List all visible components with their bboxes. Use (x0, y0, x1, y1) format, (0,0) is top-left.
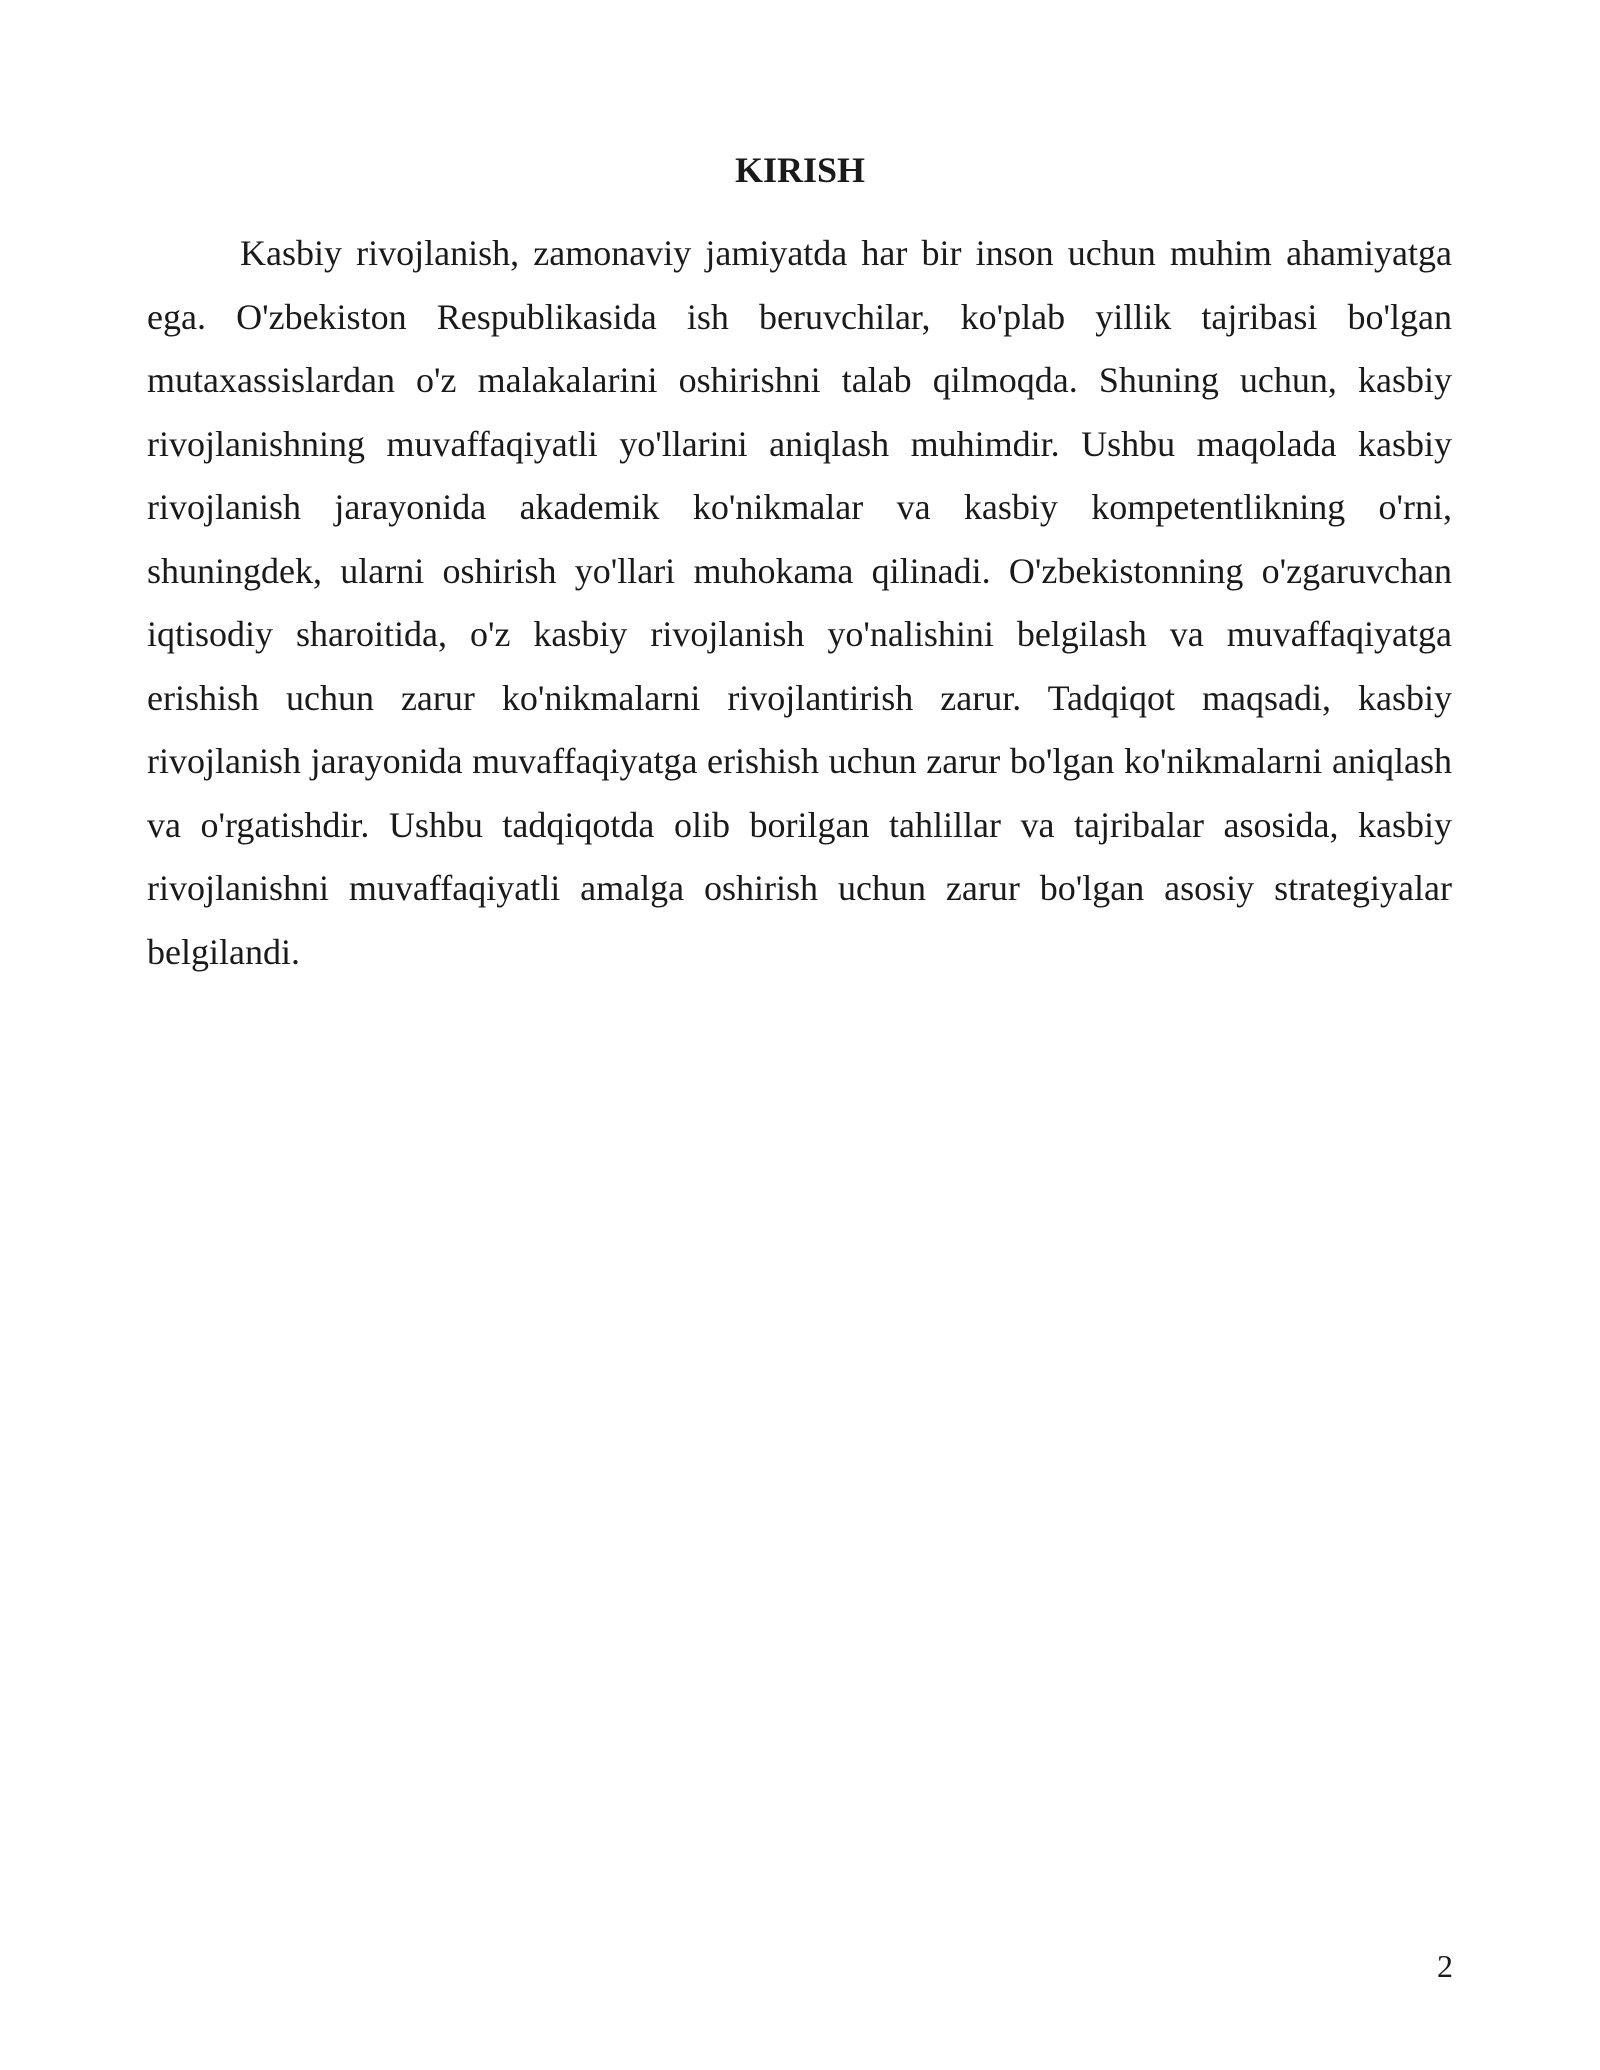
section-heading: KIRISH (734, 150, 866, 190)
body-paragraph: Kasbiy rivojlanish, zamonaviy jamiyatda har bir inson uchun muhim ahamiyatga ega. O'zbekiston Respublikasida ish beruvchilar, ko'plab yillik tajribasi bo'lgan mutaxassislardan o'z malakalarini oshirishni talab qilmoqda. Shuning uchun, kasbiy rivojlanishning muvaffaqiyatli yo'llarini aniqlash muhimdir. Ushbu maqolada kasbiy rivojlanish jarayonida akademik ko'nikmalar va kasbiy kompetentlikning o'rni, shuningdek, ularni oshirish yo'llari muhokama qilinadi. O'zbekistonning o'zgaruvchan iqtisodiy sharoitida, o'z kasbiy rivojlanish yo'nalishini belgilash va muvaffaqiyatga erishish uchun zarur ko'nikmalarni rivojlantirish zarur. Tadqiqot maqsadi, kasbiy rivojlanish jarayonida muvaffaqiyatga erishish uchun zarur bo'lgan ko'nikmalarni aniqlash va o'rgatishdir. Ushbu tadqiqotda olib borilgan tahlillar va tajribalar asosida, kasbiy rivojlanishni muvaffaqiyatli amalga oshirish uchun zarur bo'lgan asosiy strategiyalar belgilandi. (147, 233, 1452, 972)
page-number: 2 (1437, 1948, 1453, 1984)
